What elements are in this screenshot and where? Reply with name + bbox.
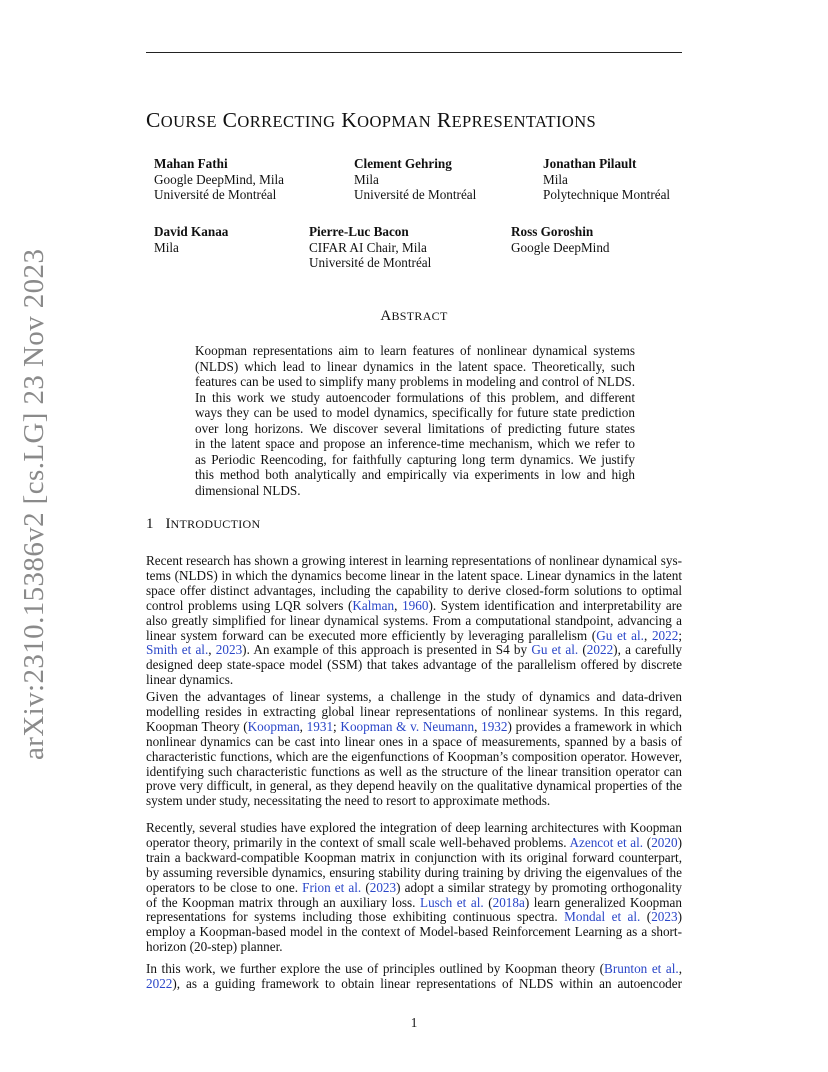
citation-link[interactable]: Koopman & v. Neumann (340, 718, 475, 734)
abstract-heading (0, 308, 828, 325)
title-cap: R (436, 108, 452, 132)
paragraph-line: also greatly simplified for linear dynamical systems. From a computational standpoint, advancing a (146, 612, 682, 628)
paragraph-line: identifying such characteristic functions as well as the structure of the linear transition operator can (146, 763, 682, 779)
author-affiliation: Université de Montréal (354, 187, 477, 202)
paragraph-line: prove very difficult, in general, as they depend heavily on the qualitative dynamical properties of the (146, 778, 682, 794)
text-run: Koopman Theory ( (146, 718, 248, 734)
text-run: In this work, we further explore the use of principles outlined by Koopman theory ( (146, 961, 605, 976)
paragraph-line: train a backward-compatible Koopman matrix in conjunction with its original forward counterpart, (146, 849, 682, 865)
citation-link[interactable]: 2022 (146, 975, 173, 991)
paragraph-line: Given the advantages of linear systems, a challenge in the study of dynamics and data-driven (146, 689, 682, 704)
text-run: ( (643, 834, 652, 850)
abstract-line: features can be used to simplify many problems in modeling and control of NLDS. (195, 374, 635, 389)
paragraph-line (146, 881, 682, 896)
text-run: operators to be close to one. (146, 879, 303, 895)
paragraph-line (146, 962, 682, 977)
author-affiliation: Mila (354, 171, 379, 187)
citation-link[interactable]: Mondal et al. (564, 909, 641, 925)
text-run: ; (333, 718, 341, 734)
citation-link[interactable]: Kalman (352, 597, 395, 613)
paragraph-line: modelling resides in extracting global linear representations of nonlinear systems. In this regard, (146, 703, 682, 719)
paragraph-line (146, 629, 682, 644)
section-number: 1 (146, 516, 154, 532)
paragraph-line: nonlinear dynamics can be cast into linear ones in a space of measurements, spanned by a basis of (146, 733, 682, 749)
paragraph-line: designed deep state-space model (SSM) that takes advantage of the parallelism offered by discrete (146, 657, 682, 673)
citation-link[interactable]: Smith et al. (146, 642, 209, 658)
title-rest: EPRESENTATIONS (451, 112, 597, 131)
citation-link[interactable]: Gu et al. (596, 627, 644, 643)
text-run: ). System identification and interpretability are (428, 597, 683, 613)
paragraph-line (146, 836, 682, 851)
text-run: linear system forward can be executed more efficiently by leveraging parallelism ( (146, 627, 597, 643)
section-heading-introduction (146, 516, 260, 533)
abstract-line: this method both analytically and empirically via experiments in low and high (195, 467, 635, 482)
text-run: ( (361, 879, 370, 895)
author-affiliation: Université de Montréal (309, 255, 432, 270)
author-name: David Kanaa (154, 224, 229, 239)
paragraph-line: by assuming reversible dynamics, ensuring stability during training by driving the eigenvalues of the (146, 864, 682, 880)
title-rest: ORRECTING (237, 112, 336, 131)
author-block (154, 156, 284, 203)
abstract-line: as Periodic Reencoding, for faithfully capturing long term dynamics. We justify (195, 451, 635, 467)
text-run: ), as a guiding framework to obtain linear representations of NLDS within an autoencoder (172, 975, 682, 991)
text-run: ), a carefully (613, 642, 682, 658)
citation-link[interactable]: 2022 (586, 642, 614, 658)
top-rule (146, 52, 682, 53)
abstract-body (195, 343, 635, 498)
text-run: , (474, 718, 482, 734)
citation-link[interactable]: Azencot et al. (569, 834, 644, 850)
citation-link[interactable]: 2022 (651, 627, 679, 643)
citation-link[interactable]: 2023 (369, 879, 397, 895)
author-affiliation: Université de Montréal (154, 187, 277, 202)
author-block (309, 224, 431, 271)
paragraph-line: characteristic functions, which are the eigenfunctions of Koopman’s composition operator. However, (146, 748, 682, 764)
paragraph-line (146, 720, 682, 735)
paragraph-line (146, 599, 682, 614)
title-rest: OOPMAN (357, 112, 432, 131)
author-affiliation: Mila (154, 239, 179, 255)
paper-title (146, 108, 706, 133)
author-block (511, 224, 610, 255)
title-cap: K (341, 108, 358, 132)
text-run: control problems using LQR solvers ( (146, 597, 353, 613)
section-title-rest: NTRODUCTION (170, 517, 261, 531)
text-run: ) (677, 834, 682, 850)
citation-link[interactable]: Brunton et al. (604, 961, 679, 976)
author-affiliation: CIFAR AI Chair, Mila (309, 239, 427, 255)
abstract-line: dimensional NLDS. (195, 482, 301, 498)
text-run: ; (678, 627, 682, 643)
author-name: Ross Goroshin (511, 224, 594, 239)
author-affiliation: Polytechnique Montréal (543, 187, 671, 202)
text-run: ( (483, 894, 493, 910)
author-name: Pierre-Luc Bacon (309, 224, 409, 239)
paragraph-line: employ a Koopman-based model in the context of Model-based Reinforcement Learning as a short- (146, 924, 682, 940)
author-affiliation: Google DeepMind, Mila (154, 171, 285, 187)
paragraph-line: horizon (20-step) planner. (146, 939, 283, 955)
paragraph-line (146, 896, 682, 911)
text-run: ) adopt a similar strategy by promoting orthogonality (396, 879, 682, 895)
paragraph-line: Recent research has shown a growing interest in learning representations of nonlinear dynamical sys- (146, 553, 682, 568)
citation-link[interactable]: 2023 (651, 909, 678, 925)
author-name: Clement Gehring (354, 156, 452, 171)
text-run: , (394, 597, 403, 613)
abstract-heading-rest: BSTRACT (391, 309, 448, 323)
text-run: ( (640, 909, 652, 925)
section-title-cap: I (165, 516, 171, 532)
abstract-line: (NLDS) which lead to linear dynamics in the latent space. Theoretically, such (195, 358, 635, 374)
intro-paragraph (146, 690, 682, 809)
citation-link[interactable]: Lusch et al. (420, 894, 484, 910)
text-run: of the Koopman matrix through an auxiliary loss. (146, 894, 421, 910)
author-affiliation: Mila (543, 171, 568, 187)
text-run: , (678, 961, 682, 976)
arxiv-identifier-stamp: arXiv:2310.15386v2 [cs.LG] 23 Nov 2023 (18, 248, 50, 760)
paragraph-line (146, 910, 682, 925)
citation-link[interactable]: 2020 (651, 834, 678, 850)
paragraph-line (146, 977, 682, 992)
citation-link[interactable]: 1960 (402, 597, 429, 613)
citation-link[interactable]: 1932 (481, 718, 508, 734)
author-block (543, 156, 670, 203)
abstract-line: Koopman representations aim to learn features of nonlinear dynamical systems (195, 343, 635, 358)
paragraph-line: space offer distinct advantages, including the capability to derive closed-form solutions to optimal (146, 582, 682, 598)
text-run: ) learn generalized Koopman (524, 894, 682, 910)
author-affiliation: Google DeepMind (511, 239, 610, 255)
title-rest: OURSE (160, 112, 217, 131)
text-run: operator theory, primarily in the context of small scale well-behaved problems. (146, 834, 570, 850)
page-number: 1 (410, 1015, 418, 1030)
citation-link[interactable]: Gu et al. (531, 642, 579, 658)
citation-link[interactable]: Koopman (247, 718, 300, 734)
abstract-line: ways they can be used to model dynamics, specifically for future state prediction (195, 405, 635, 420)
citation-link[interactable]: 2023 (215, 642, 243, 658)
text-run: ) (677, 909, 682, 925)
author-name: Mahan Fathi (154, 156, 228, 171)
text-run: , (208, 642, 216, 658)
intro-paragraph (146, 554, 682, 688)
author-name: Jonathan Pilault (543, 156, 637, 171)
paragraph-line: Recently, several studies have explored the integration of deep learning architectures with Koopman (146, 820, 682, 835)
text-run: ( (578, 642, 587, 658)
citation-link[interactable]: 1931 (306, 718, 334, 734)
author-block (354, 156, 476, 203)
title-cap: C (146, 108, 161, 132)
title-cap: C (222, 108, 238, 132)
author-block (154, 224, 228, 255)
paragraph-line (146, 643, 682, 658)
abstract-line: over long horizons. We discover several limitations of predicting future states (195, 420, 635, 436)
paragraph-line: system under study, necessitating the need to resort to approximate methods. (146, 793, 551, 809)
intro-paragraph (146, 821, 682, 955)
text-run: representations for systems including those exhibiting continuous spectra. (146, 909, 565, 925)
text-run: ) provides a framework in which (507, 718, 682, 734)
paragraph-line: tems (NLDS) in which the dynamics become linear in the latent space. Linear dynamics in the latent (146, 567, 682, 583)
citation-link[interactable]: Frion et al. (302, 879, 362, 895)
abstract-line: in the latent space and propose an inference-time mechanism, which we refer to (195, 436, 635, 451)
paragraph-line: linear dynamics. (146, 672, 234, 688)
text-run: , (299, 718, 307, 734)
citation-link[interactable]: 2018a (492, 894, 525, 910)
intro-paragraph (146, 962, 682, 992)
text-run: ). An example of this approach is presented in S4 by (242, 642, 532, 658)
abstract-heading-cap: A (380, 308, 392, 324)
text-run: , (643, 627, 652, 643)
abstract-line: In this work we study autoencoder formulations of this problem, and different (195, 389, 635, 405)
